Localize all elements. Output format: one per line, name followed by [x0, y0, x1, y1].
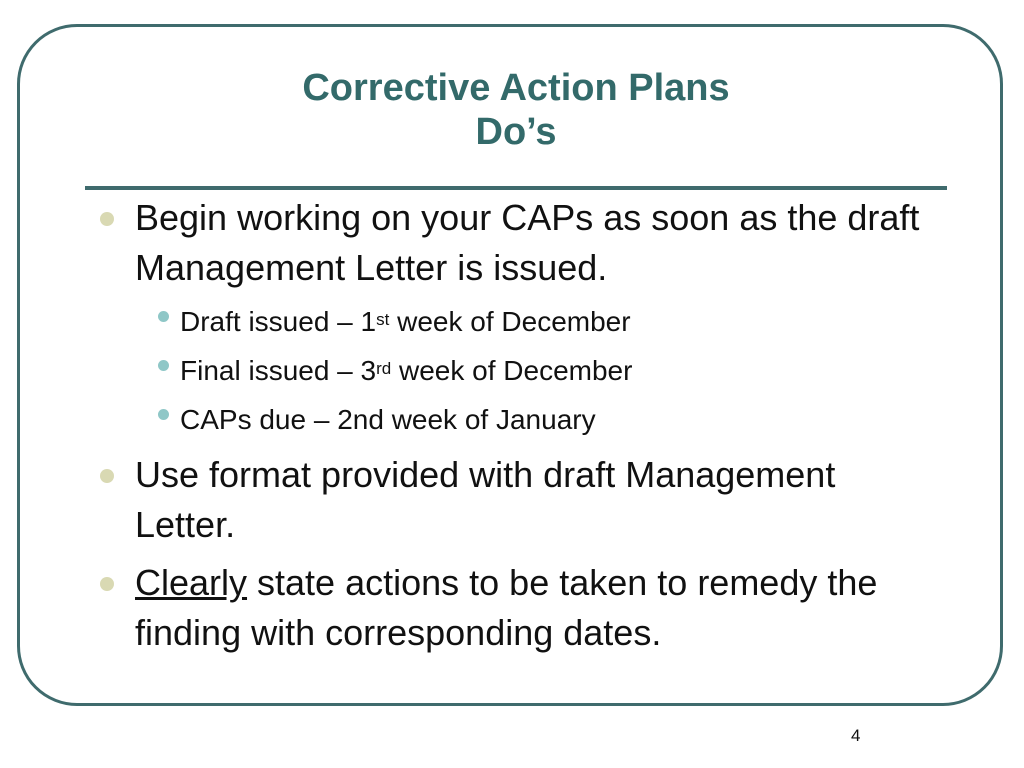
sub-bullet-text: CAPs due – 2nd week of January: [180, 404, 596, 435]
sub-bullet-item-1: [145, 297, 940, 346]
title-line-2: Do’s: [475, 111, 557, 153]
title-divider: [85, 186, 947, 190]
sub-bullet-dot-icon: [158, 311, 169, 322]
bullet-dot-icon: [100, 212, 114, 226]
ordinal-suffix: rd: [376, 359, 392, 378]
sub-bullet-text-tail: week of December: [391, 355, 633, 386]
sub-bullet-list: [145, 297, 940, 444]
bullet-text: state actions to be taken to remedy the finding with corresponding dates.: [135, 562, 878, 653]
bullet-text: Use format provided with draft Management Letter.: [135, 454, 836, 545]
title-line-1: Corrective Action Plans: [302, 67, 730, 109]
sub-bullet-text-tail: week of December: [389, 306, 631, 337]
bullet-item-1: [100, 193, 940, 444]
sub-bullet-item-2: [145, 346, 940, 395]
ordinal-suffix: st: [376, 310, 390, 329]
page-number: 4: [851, 726, 861, 745]
sub-bullet-dot-icon: [158, 409, 169, 420]
sub-bullet-dot-icon: [158, 360, 169, 371]
bullet-item-3: [100, 558, 940, 658]
sub-bullet-item-3: [145, 395, 940, 444]
slide-title: [0, 66, 1024, 154]
bullet-dot-icon: [100, 577, 114, 591]
bullet-item-2: [100, 450, 940, 550]
bullet-text: Begin working on your CAPs as soon as the draft Management Letter is issued.: [135, 197, 920, 288]
sub-bullet-text: Draft issued – 1: [180, 306, 377, 337]
bullet-list: [100, 193, 940, 658]
underlined-emphasis: Clearly: [135, 562, 248, 603]
bullet-dot-icon: [100, 469, 114, 483]
sub-bullet-text: Final issued – 3: [180, 355, 377, 386]
